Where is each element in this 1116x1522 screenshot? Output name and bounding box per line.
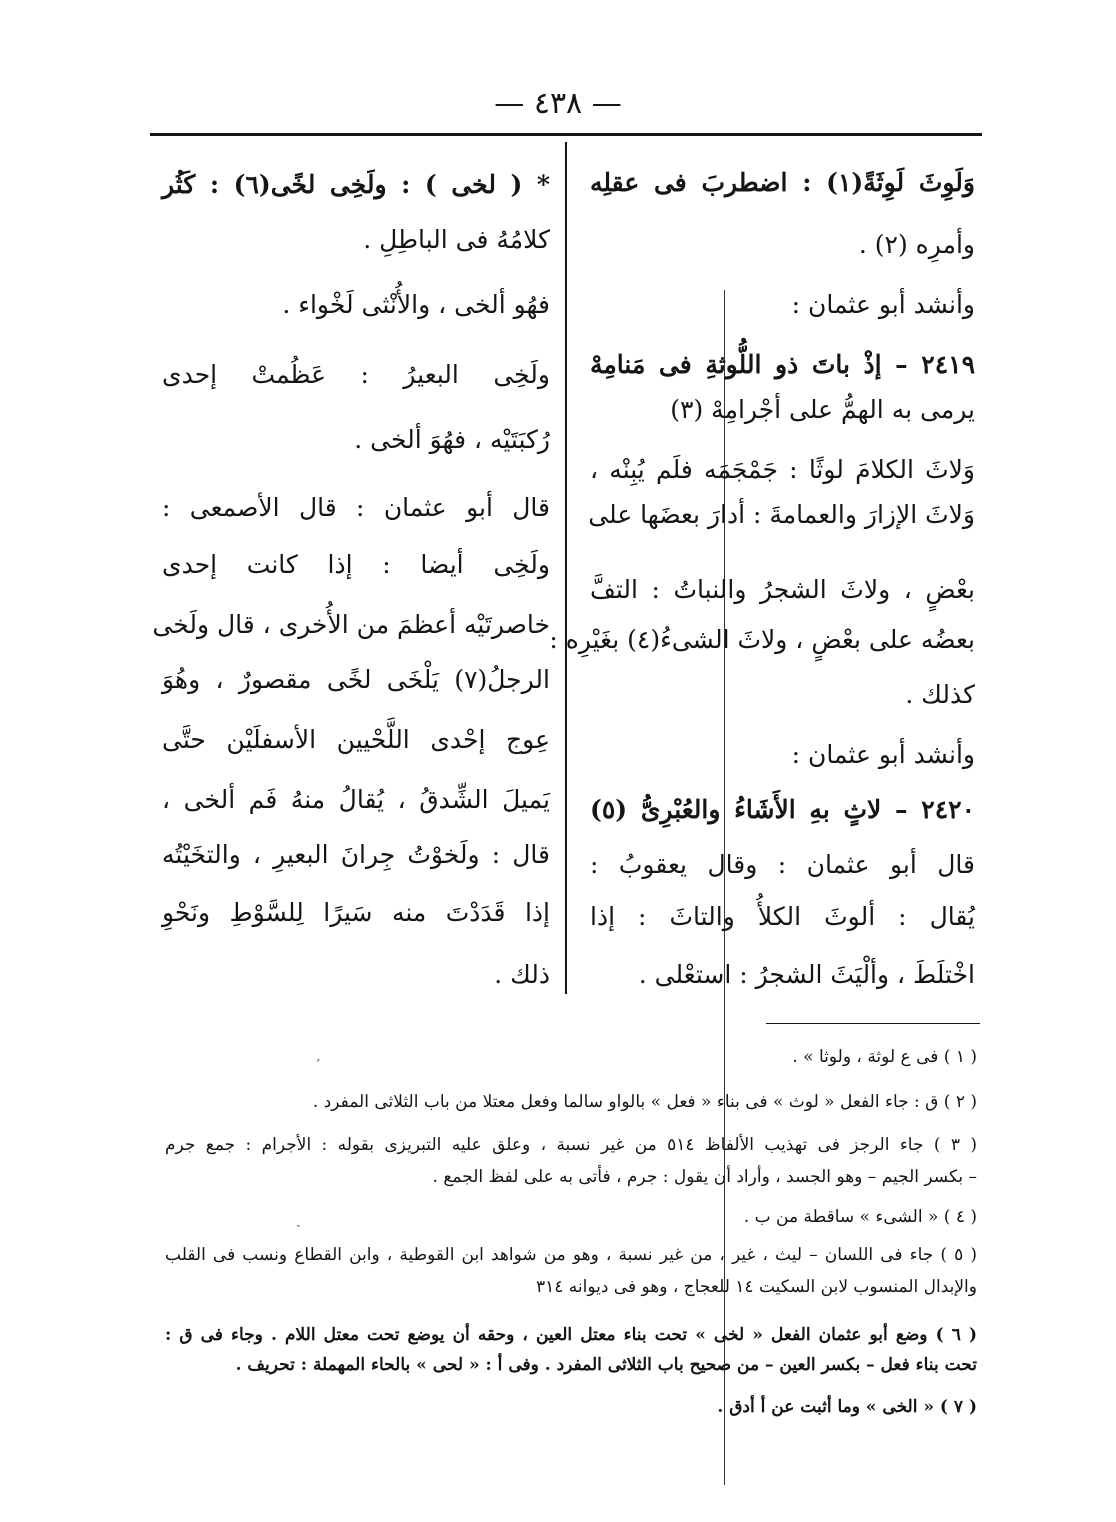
text-line: يُقال : ألوثَ الكلأُ والتاثَ : إذا [590, 902, 975, 931]
text-line: وَلاثَ الكلامَ لوثًا : جَمْجَمَه فلَم يُبِنْه ، [590, 455, 975, 484]
text-line: وَلَوِثَ لَوِثَةً(١) : اضطربَ فى عقلِه [590, 168, 975, 197]
header-rule [150, 133, 982, 136]
text-line: ٢٤١٩ – إذْ باتَ ذو اللُّوثةِ فى مَنامِهْ [590, 350, 975, 379]
text-line: قال أبو عثمان : وقال يعقوبُ : [590, 850, 975, 879]
stray-mark: ˊ [314, 1058, 321, 1074]
footnote-line: ( ٥ ) جاء فى اللسان – ليث ، غير ، من غير نسبة ، وهو من شواهد ابن القوطية ، وابن القطاع ونسب فى القلب [165, 1245, 977, 1265]
text-line: * ( لخى ) : ولَخِى لخًى(٦) : كَثُر [162, 170, 550, 199]
page-number: — ٤٣٨ — [494, 86, 622, 121]
stray-mark: ˎ [296, 1212, 301, 1228]
footnote-line: ( ٣ ) جاء الرجز فى تهذيب الألفاظ ٥١٤ من غير نسبة ، وعلق عليه التبريزى بقوله : الأجرام : جمع جرم [165, 1135, 977, 1155]
footnote-line: ( ٧ ) « الخى » وما أثبت عن أ أدق . [717, 1397, 977, 1417]
footnote-line: ( ٤ ) « الشىء » ساقطة من ب . [743, 1207, 977, 1227]
text-line: فهُو ألخى ، والأُنْثى لَخْواء . [282, 290, 550, 319]
text-line: وأنشد أبو عثمان : [791, 290, 975, 319]
footnote-line: ( ٢ ) ق : جاء الفعل « لوث » فى بناء « فعل » بالواو سالما وفعل معتلا من باب الثلاثى المفرد . [312, 1092, 977, 1112]
text-line: وأمرِه (٢) . [858, 230, 975, 259]
text-line: خاصرتَيْه أعظمَ من الأُخرى ، قال ولَخى [152, 610, 550, 639]
text-line: كذلك . [905, 680, 975, 709]
text-line: ولَخِى البعيرُ : عَظُمتْ إحدى [162, 360, 550, 389]
text-line: يَميلَ الشِّدقُ ، يُقالُ منهُ فَم ألخى ، [162, 785, 550, 814]
text-line: يرمى به الهمُّ على أجْرامِهْ (٣) [670, 395, 975, 424]
text-line: قال أبو عثمان : قال الأصمعى : [162, 493, 550, 522]
text-line: قال : ولَخوْتُ جِرانَ البعيرِ ، والتخَيْتُه [162, 840, 550, 869]
text-line: عِوج إحْدى اللَّحْيين الأسفلَيْن حتَّى [162, 725, 550, 754]
footnote-line: – بكسر الجيم – وهو الجسد ، وأراد أن يقول : جرم ، فأتى به على لفظ الجمع . [432, 1167, 977, 1187]
text-line: رُكبَتَيْه ، فهُوَ ألخى . [354, 425, 550, 454]
footnote-line: ( ١ ) فى ع لوثة ، ولوثا » . [792, 1047, 977, 1067]
text-line: كلامُهُ فى الباطِلِ . [363, 225, 550, 254]
text-line: ذلك . [494, 960, 550, 989]
text-line: بعضُه على بعْضٍ ، ولاثَ الشىءُ(٤) بغَيْرِه : [549, 625, 975, 654]
text-line: وَلاثَ الإزارَ والعمامةَ : أدارَ بعضَها على [588, 500, 975, 529]
column-divider [565, 142, 567, 994]
text-line: إذا قَدَدْتَ منه سَيرًا لِلسَّوْطِ ونَحْوِ [162, 898, 550, 927]
text-line: اخْتلَطَ ، وألْيَثَ الشجرُ : استعْلى . [638, 960, 975, 989]
text-line: الرجلُ(٧) يَلْخَى لخًى مقصورٌ ، وهُوَ [162, 665, 550, 694]
text-line: وأنشد أبو عثمان : [791, 740, 975, 769]
text-line: ولَخِى أيضا : إذا كانت إحدى [162, 550, 550, 579]
text-line: ٢٤٢٠ – لاثٍ بهِ الأَشَاءُ والعُبْرِىُّ (٥) [590, 795, 975, 824]
text-line: بعْضٍ ، ولاثَ الشجرُ والنباتُ : التفَّ [590, 575, 975, 604]
footnote-line: تحت بناء فعل – بكسر العين – من صحيح باب الثلاثى المفرد . وفى أ : « لحى » بالحاء المهملة : تحريف . [235, 1355, 977, 1375]
footnote-line: والإبدال المنسوب لابن السكيت ١٤ للعجاج ، وهو فى ديوانه ٣١٤ [535, 1277, 977, 1297]
footnote-line: ( ٦ ) وضع أبو عثمان الفعل « لخى » تحت بناء معتل العين ، وحقه أن يوضع تحت معتل اللام . وجاء فى ق : [165, 1325, 977, 1345]
footnote-rule [766, 1023, 980, 1024]
